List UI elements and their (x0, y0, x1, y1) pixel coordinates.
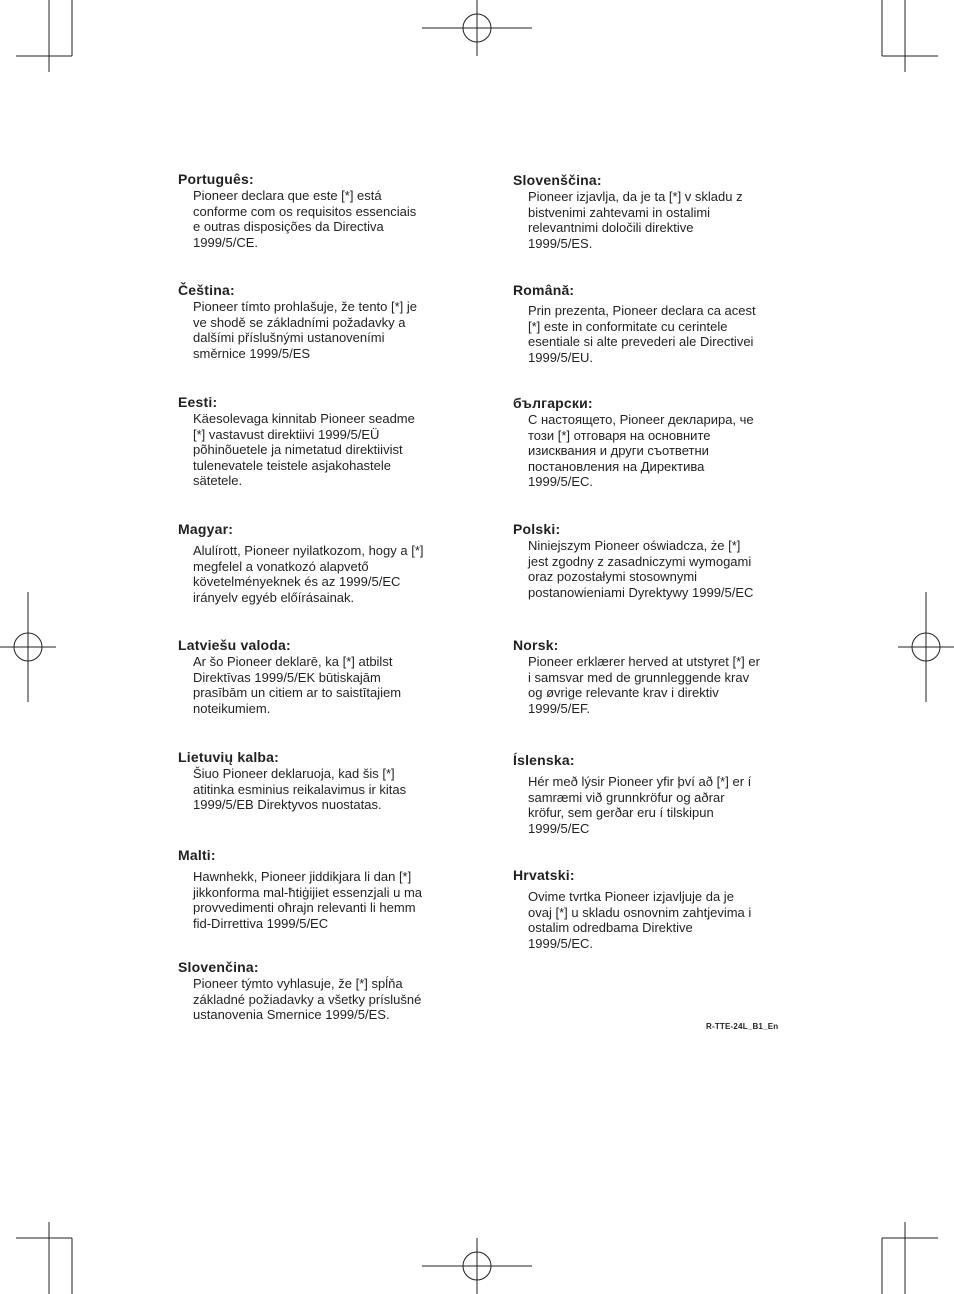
section-text: Hawnhekk, Pioneer jiddikjara li dan [*] jikkonforma mal-ħtiġijiet essenzjali u ma provvedimenti oħrajn relevanti li hemm fid-Dirrettiva 1999/5/EC (193, 869, 423, 931)
section-text: Pioneer tímto prohlašuje, že tento [*] je ve shodě se základními požadavky a dalšími příslušnými ustanoveními směrnice 1999/5/ES (193, 299, 418, 361)
section-heading: Eesti: (178, 394, 218, 410)
section-text: Niniejszym Pioneer oświadcza, że [*] jest zgodny z zasadniczymi wymogami oraz pozostałymi stosownymi postanowieniami Dyrektywy 1999/5/EC (528, 538, 754, 600)
section-lietuviu (178, 748, 448, 813)
section-heading: Magyar: (178, 521, 234, 537)
section-heading: Latviešu valoda: (178, 637, 291, 653)
section-heading: Português: (178, 171, 254, 187)
section-latviesu (178, 636, 448, 716)
section-eesti (178, 393, 448, 489)
section-islenska (513, 751, 783, 836)
section-heading: Norsk: (513, 637, 559, 653)
section-polski (513, 520, 783, 600)
section-malti (178, 846, 448, 931)
section-text: Ovime tvrtka Pioneer izjavljuje da je ovaj [*] u skladu osnovnim zahtjevima i ostalim odredbama Direktive 1999/5/EC. (528, 889, 752, 951)
section-text: С настоящето, Pioneer декларира, че този [*] отговаря на основните изисквания и други съответни постановления на Директива 1999/5/EC. (528, 412, 754, 490)
section-text: Alulírott, Pioneer nyilatkozom, hogy a [*] megfelel a vonatkozó alapvető követelményeknek és az 1999/5/EC irányelv egyéb előírásainak. (193, 543, 424, 605)
section-text: Käesolevaga kinnitab Pioneer seadme [*] vastavust direktiivi 1999/5/EÜ põhinõuetele ja nimetatud direktiivist tulenevatele teistele asjakohastele sätetele. (193, 411, 415, 489)
section-heading: Slovenčina: (178, 959, 259, 975)
section-heading: Lietuvių kalba: (178, 749, 280, 765)
section-heading: Íslenska: (513, 752, 575, 768)
section-slovencina (178, 958, 448, 1023)
section-romana (513, 281, 783, 365)
section-text: Pioneer declara que este [*] está conforme com os requisitos essenciais e outras disposições da Directiva 1999/5/CE. (193, 188, 417, 250)
document-code: R-TTE-24L_B1_En (706, 1022, 779, 1031)
section-heading: Čeština: (178, 282, 235, 298)
section-heading: български: (513, 395, 593, 411)
section-text: Šiuo Pioneer deklaruoja, kad šis [*] atitinka esminius reikalavimus ir kitas 1999/5/EB Direktyvos nuostatas. (193, 766, 407, 813)
section-hrvatski (513, 866, 783, 951)
section-heading: Malti: (178, 847, 216, 863)
section-balgarski (513, 394, 783, 490)
section-magyar (178, 520, 448, 605)
section-heading: Slovenščina: (513, 172, 602, 188)
section-text: Prin prezenta, Pioneer declara ca acest [*] este in conformitate cu cerintele esentiale si alte prevederi ale Directivei 1999/5/EU. (528, 303, 756, 365)
section-heading: Română: (513, 282, 575, 298)
section-text: Pioneer izjavlja, da je ta [*] v skladu z bistvenimi zahtevami in ostalimi relevantnimi določili direktive 1999/5/ES. (528, 189, 743, 251)
section-text: Pioneer týmto vyhlasuje, že [*] spĺňa základné požiadavky a všetky príslušné ustanovenia Smernice 1999/5/ES. (193, 976, 422, 1023)
section-norsk (513, 636, 783, 716)
section-cestina (178, 281, 448, 361)
section-heading: Hrvatski: (513, 867, 575, 883)
section-text: Hér með lýsir Pioneer yfir því að [*] er í samræmi við grunnkröfur og aðrar kröfur, sem gerðar eru í tilskipun 1999/5/EC (528, 774, 752, 836)
section-portugues (178, 170, 448, 250)
section-text: Pioneer erklærer herved at utstyret [*] er i samsvar med de grunnleggende krav og øvrige relevante krav i direktiv 1999/5/EF. (528, 654, 760, 716)
section-slovenscina (513, 171, 783, 251)
section-text: Ar šo Pioneer deklarē, ka [*] atbilst Direktīvas 1999/5/EK būtiskajām prasībām un citiem ar to saistītajiem noteikumiem. (193, 654, 402, 716)
section-heading: Polski: (513, 521, 561, 537)
